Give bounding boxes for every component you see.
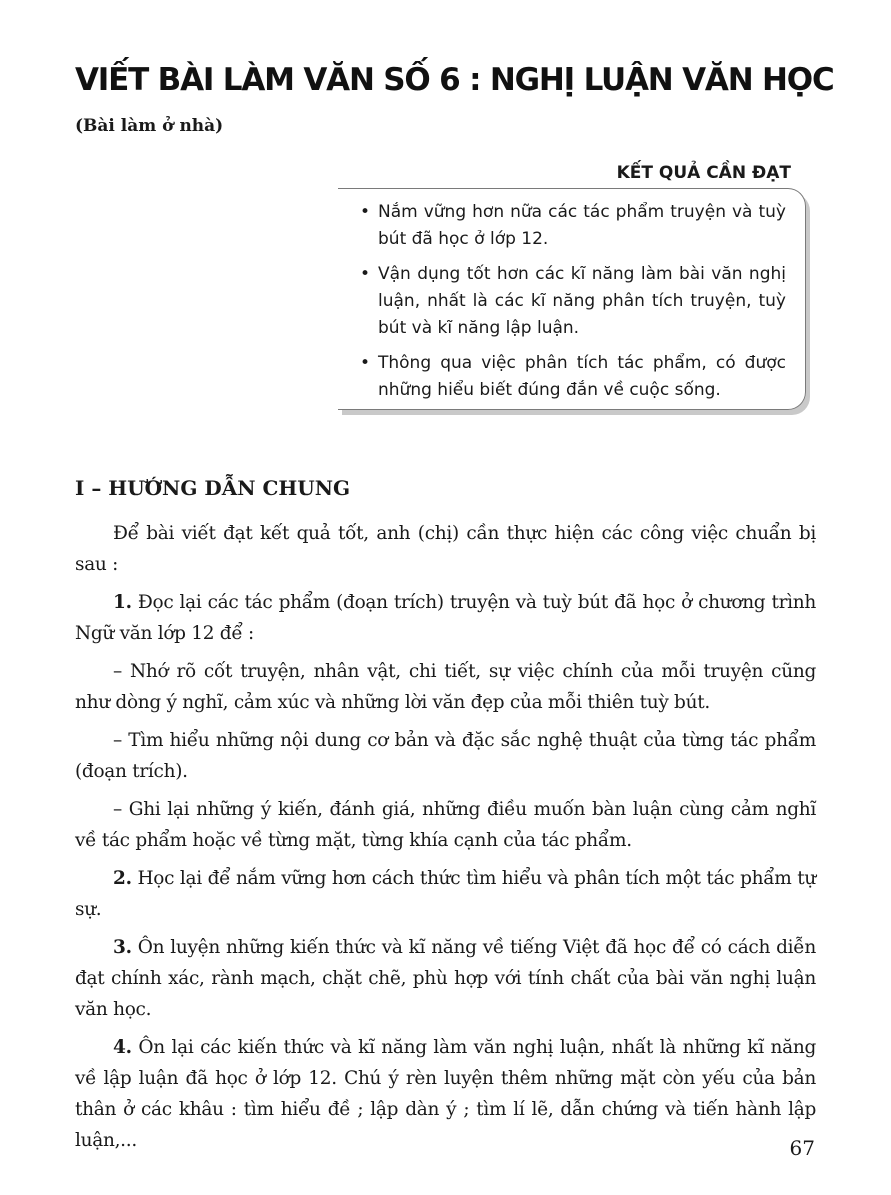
step-text: Học lại để nắm vững hơn cách thức tìm hiểu và phân tích một tác phẩm tự sự. [75, 868, 816, 920]
goals-list [360, 199, 786, 412]
page-title: VIẾT BÀI LÀM VĂN SỐ 6 : NGHỊ LUẬN VĂN HỌC [75, 62, 834, 98]
step-number: 2. [113, 868, 132, 889]
step-number: 3. [113, 937, 132, 958]
goal-text: Thông qua việc phân tích tác phẩm, có được những hiểu biết đúng đắn về cuộc sống. [378, 353, 786, 400]
step-number: 4. [113, 1037, 132, 1058]
step-text: Ôn lại các kiến thức và kĩ năng làm văn nghị luận, nhất là những kĩ năng về lập luận đã học ở lớp 12. Chú ý rèn luyện thêm những mặt còn yếu của bản thân ở các khâu : tìm hiểu đề ; lập dàn ý ; tìm lí lẽ, dẫn chứng và tiến hành lập luận,... [75, 1037, 816, 1151]
goal-text: Vận dụng tốt hơn các kĩ năng làm bài văn nghị luận, nhất là các kĩ năng phân tích truyện, tuỳ bút và kĩ năng lập luận. [378, 264, 786, 338]
step-text: Đọc lại các tác phẩm (đoạn trích) truyện và tuỳ bút đã học ở chương trình Ngữ văn lớp 12 để : [75, 592, 816, 644]
page-number: 67 [789, 1136, 815, 1160]
step-number: 1. [113, 592, 132, 613]
page-subtitle: (Bài làm ở nhà) [75, 116, 224, 136]
dash-paragraph: – Ghi lại những ý kiến, đánh giá, những điều muốn bàn luận cùng cảm nghĩ về tác phẩm hoặc về từng mặt, từng khía cạnh của tác phẩm. [75, 799, 816, 851]
section-title: I – HƯỚNG DẪN CHUNG [75, 476, 351, 500]
goals-heading: KẾT QUẢ CẦN ĐẠT [616, 163, 791, 183]
bullet-icon: • [360, 264, 371, 284]
section-body [75, 518, 816, 1163]
goal-text: Nắm vững hơn nữa các tác phẩm truyện và tuỳ bút đã học ở lớp 12. [378, 202, 786, 249]
goal-item [360, 199, 786, 253]
step-text: Ôn luyện những kiến thức và kĩ năng về tiếng Việt đã học để có cách diễn đạt chính xác, rành mạch, chặt chẽ, phù hợp với tính chất của bài văn nghị luận văn học. [75, 937, 816, 1020]
step-paragraph [75, 932, 816, 1025]
bullet-icon: • [360, 202, 371, 222]
goal-item [360, 261, 786, 342]
dash-paragraph: – Tìm hiểu những nội dung cơ bản và đặc sắc nghệ thuật của từng tác phẩm (đoạn trích). [75, 730, 816, 782]
goal-item [360, 350, 786, 404]
bullet-icon: • [360, 353, 371, 373]
step-paragraph [75, 587, 816, 649]
step-paragraph [75, 1032, 816, 1156]
step-paragraph [75, 863, 816, 925]
intro-paragraph: Để bài viết đạt kết quả tốt, anh (chị) cần thực hiện các công việc chuẩn bị sau : [75, 523, 816, 575]
dash-paragraph: – Nhớ rõ cốt truyện, nhân vật, chi tiết, sự việc chính của mỗi truyện cũng như dòng ý nghĩ, cảm xúc và những lời văn đẹp của mỗi thiên tuỳ bút. [75, 661, 816, 713]
